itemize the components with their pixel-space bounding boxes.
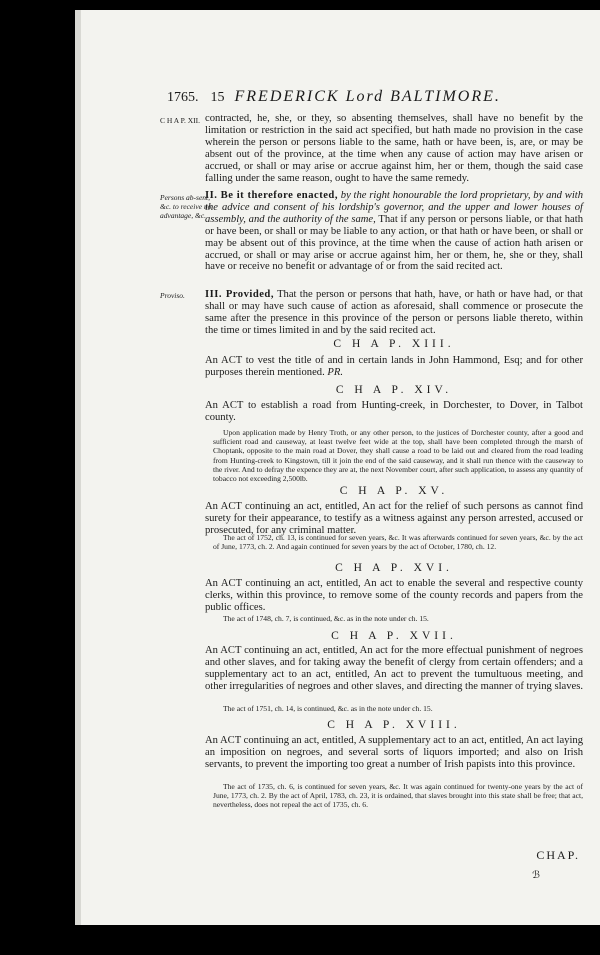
chapter-heading: C H A P. XIV. [335, 384, 453, 396]
stray-ink-mark: ℬ [532, 870, 540, 881]
chapter-note [213, 614, 583, 623]
paragraph-1-text: contracted, he, she, or they, so absenting themselves, shall have no benefit by the limitation or restriction in the said act specified, but hath made no provision in the case wherein the person or persons liable to the same, hath or have been, is, are, or may be absent out of the province, at the time when any cause of action may have arisen or accrued, or shall or may arise or accrue against him, her or them, though the said case falling under the same reason, ought to have the same remedy. [205, 113, 583, 184]
paragraph-2 [205, 190, 583, 273]
chapter-heading: C H A P. XIII. [333, 338, 455, 350]
chapter-title: An ACT continuing an act, entitled, A supplementary act to an act, entitled, An act laying an imposition on negroes, and several sorts of liquors imported; and also on Irish servants, to prevent the importing too great a number of Irish papists into this province. [205, 735, 583, 770]
paragraph-1 [205, 113, 583, 184]
margin-persons-note: Persons ab-sent, &c. to receive no advantage, &c. [160, 193, 212, 220]
running-header [167, 88, 501, 106]
chapter-note-text: The act of 1735, ch. 6, is continued for seven years, &c. It was again continued for twenty-one years by the act of June, 1773, ch. 2. By the act of April, 1783, ch. 23, it is ordained, that slaves brought into this state shall be free; that act, nevertheless, does not repeal the act of 1735, ch. 6. [213, 782, 583, 810]
paragraph-3 [205, 289, 583, 337]
chapter-title: An ACT continuing an act, entitled, An act for the relief of such persons as cannot find surety for their appearance, to testify as a witness against any person arrested, accused or prosecuted, for any criminal matter. [205, 501, 583, 536]
chapter-title: An ACT to establish a road from Hunting-creek, in Dorchester, to Dover, in Talbot county. [205, 400, 583, 423]
header-title: FREDERICK Lord BALTIMORE. [234, 88, 501, 105]
paragraph-3-lead: III. Provided, [205, 289, 274, 300]
margin-chap-note: C H A P. XII. [160, 116, 201, 125]
margin-proviso-note: Proviso. [160, 291, 185, 300]
chapter-note [213, 704, 583, 713]
paragraph-2-body: That if any person or persons liable, or that hath or have been, or shall or may be liable to any action, or that hath or have been, or shall or may be absent out of this province, at the time when the cause of action hath arisen or accrued, or shall or may arise or accrue against him, her or them, he, she or they, shall have or receive no benefit or advantage of or from the said recited act. [205, 213, 584, 273]
page-edge [75, 10, 81, 925]
header-year: 1765. [167, 90, 199, 105]
header-page-number: 15 [210, 90, 225, 105]
paragraph-3-body: That the person or persons that hath, have, or hath or have had, or that shall or may have such cause of action as aforesaid, shall commence or prosecute the same after the presence in this province of the person or persons liable thereto, within the time or times limited in and by the said recited act. [205, 289, 583, 336]
chapter-title: An ACT continuing an act, entitled, An act to enable the several and respective county clerks, within this province, to remove some of the county records and papers from the public offices. [205, 578, 583, 613]
chapter-heading: C H A P. XV. [339, 485, 449, 497]
catchword: CHAP. [536, 848, 580, 862]
chapter-tag: PR. [327, 366, 343, 378]
chapter-note [213, 428, 583, 483]
chapter-heading: C H A P. XVIII. [327, 719, 461, 731]
chapter-note [213, 782, 583, 810]
document-page [75, 10, 600, 925]
chapter-note-text: The act of 1748, ch. 7, is continued, &c. as in the note under ch. 15. [223, 614, 429, 623]
chapter-heading: C H A P. XVI. [335, 562, 453, 574]
chapter-title [205, 355, 583, 379]
chapter-note-text: The act of 1752, ch. 13, is continued for seven years, &c. It was afterwards continued for seven years, &c. by the act of June, 1773, ch. 2. And again continued for seven years by the act of October, 1780, ch. 12. [213, 533, 583, 552]
chapter-note-text: The act of 1751, ch. 14, is continued, &c. as in the note under ch. 15. [223, 704, 433, 713]
chapter-title-text: An ACT to vest the title of and in certain lands in John Hammond, Esq; and for other purposes therein mentioned. [205, 355, 583, 378]
chapter-note-text: Upon application made by Henry Troth, or any other person, to the justices of Dorchester county, after a good and sufficient road and causeway, at least twelve feet wide at the top, shall have been completed through the marsh of Choptank, opposite to the main road at Dover, they shall cause a road to be laid out and cleared from the road leading from Hunting-creek to Kingstown, till it join the end of the said causeway, and it shall run thence with the causeway to the river. And to defray the expence they are at, the next November court, after such application, to assess any quantity of tobacco not exceeding 2,500lb. [213, 428, 583, 484]
chapter-title: An ACT continuing an act, entitled, An act for the more effectual punishment of negroes and other slaves, and for taking away the benefit of clergy from certain offenders; and a supplementary act to an act, entitled, An act to prevent the tumultuous meeting, and other irregularities of negroes and other slaves, and directing the manner of trying slaves. [205, 645, 584, 692]
chapter-heading: C H A P. XVII. [331, 630, 457, 642]
paragraph-2-enacting-clause: by the right honourable the lord proprietary, by and with the advice and consent of his lordship's governor, and the upper and lower houses of assembly, and the authority of the same, [205, 190, 584, 225]
paragraph-2-lead: II. Be it therefore enacted, [205, 190, 338, 201]
chapter-note [213, 533, 583, 551]
